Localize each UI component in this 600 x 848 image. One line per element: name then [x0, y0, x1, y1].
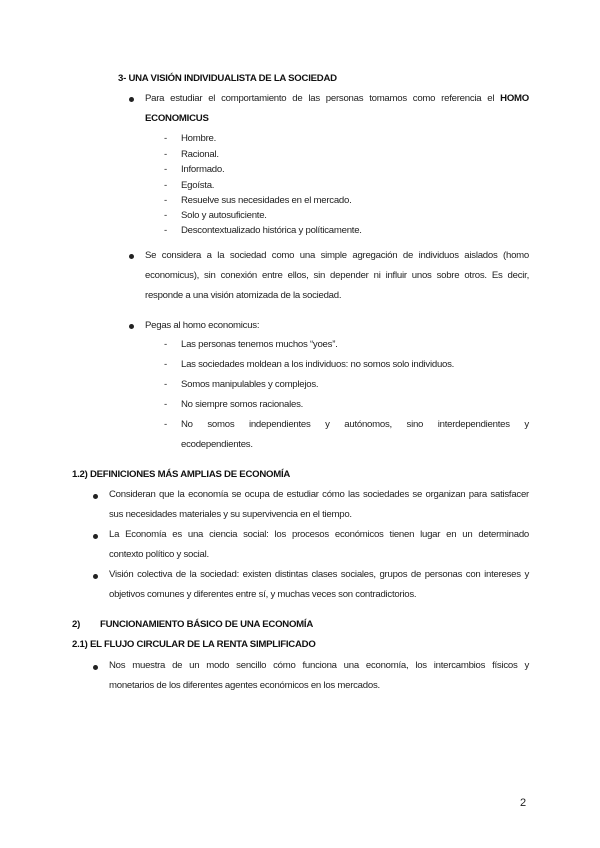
page-number: 2	[520, 797, 527, 809]
definition-line: sus necesidades materiales y su supervivencia en el tiempo.	[109, 509, 352, 520]
trait-item: Resuelve sus necesidades en el mercado.	[181, 195, 352, 206]
word: autónomos,	[344, 419, 392, 430]
dash-icon: -	[164, 225, 168, 236]
objection-item-5-line-2: ecodependientes.	[181, 439, 253, 450]
trait-item: Egoísta.	[181, 180, 215, 191]
bullet-1-text: Para estudiar el comportamiento de las personas tomamos como referencia el	[145, 93, 495, 104]
dash-icon: -	[164, 149, 168, 160]
dash-icon: -	[164, 359, 168, 370]
dash-icon: -	[164, 339, 168, 350]
dash-icon: -	[164, 133, 168, 144]
word: interdependientes	[437, 419, 510, 430]
definition-line: objetivos comunes y diferentes entre sí, y muchas veces son contradictorios.	[109, 589, 417, 600]
objection-item: Las sociedades moldean a los individuos: no somos solo individuos.	[181, 359, 455, 370]
objection-item: Las personas tenemos muchos “yoes”.	[181, 339, 338, 350]
word: y	[524, 419, 529, 430]
trait-item: Hombre.	[181, 133, 217, 144]
objection-item: No siempre somos racionales.	[181, 399, 304, 410]
bullet-icon	[93, 494, 98, 499]
definition-line: Consideran que la economía se ocupa de estudiar cómo las sociedades se organizan para satisfacer	[109, 489, 529, 500]
definition-line: contexto político y social.	[109, 549, 209, 560]
trait-item: Racional.	[181, 149, 219, 160]
bullet-2-line: economicus), sin conexión entre ellos, sin depender ni influir unos sobre otros. Es decir,	[145, 270, 529, 281]
word: sino	[406, 419, 424, 430]
economicus-bold-text: ECONOMICUS	[145, 113, 209, 124]
bullet-1-line-1	[145, 93, 529, 104]
definition-line: La Economía es una ciencia social: los procesos económicos tienen lugar en un determinado	[109, 529, 529, 540]
dash-icon: -	[164, 419, 168, 430]
dash-icon: -	[164, 210, 168, 221]
circular-flow-line: Nos muestra de un modo sencillo cómo funciona una economía, los intercambios físicos y	[109, 660, 529, 671]
bullet-icon	[93, 665, 98, 670]
dash-icon: -	[164, 180, 168, 191]
section-1-2-heading: 1.2) DEFINICIONES MÁS AMPLIAS DE ECONOMÍA	[72, 469, 291, 480]
trait-item: Solo y autosuficiente.	[181, 210, 267, 221]
trait-item: Informado.	[181, 164, 225, 175]
section-2-number: 2)	[72, 619, 81, 630]
definition-line: Visión colectiva de la sociedad: existen distintas clases sociales, grupos de personas con intereses y	[109, 569, 529, 580]
bullet-icon	[93, 574, 98, 579]
objection-item-5-line-1	[181, 419, 529, 430]
section-2-heading: FUNCIONAMIENTO BÁSICO DE UNA ECONOMÍA	[100, 619, 314, 630]
bullet-icon	[129, 324, 134, 329]
bullet-icon	[129, 254, 134, 259]
bullet-2-line: Se considera a la sociedad como una simple agregación de individuos aislados (homo	[145, 250, 529, 261]
section-3-heading: 3- UNA VISIÓN INDIVIDUALISTA DE LA SOCIEDAD	[118, 73, 337, 84]
circular-flow-line: monetarios de los diferentes agentes económicos en los mercados.	[109, 680, 380, 691]
homo-bold-text: HOMO	[500, 93, 529, 104]
trait-item: Descontextualizado histórica y políticamente.	[181, 225, 362, 236]
section-2-1-heading: 2.1) EL FLUJO CIRCULAR DE LA RENTA SIMPLIFICADO	[72, 639, 316, 650]
word: y	[325, 419, 330, 430]
objection-item: Somos manipulables y complejos.	[181, 379, 319, 390]
word: somos	[207, 419, 235, 430]
dash-icon: -	[164, 164, 168, 175]
bullet-2-line: responde a una visión atomizada de la sociedad.	[145, 290, 342, 301]
dash-icon: -	[164, 379, 168, 390]
objections-label: Pegas al homo economicus:	[145, 320, 260, 331]
word: No	[181, 419, 193, 430]
dash-icon: -	[164, 195, 168, 206]
bullet-icon	[93, 534, 98, 539]
word: independientes	[248, 419, 311, 430]
dash-icon: -	[164, 399, 168, 410]
bullet-icon	[129, 97, 134, 102]
